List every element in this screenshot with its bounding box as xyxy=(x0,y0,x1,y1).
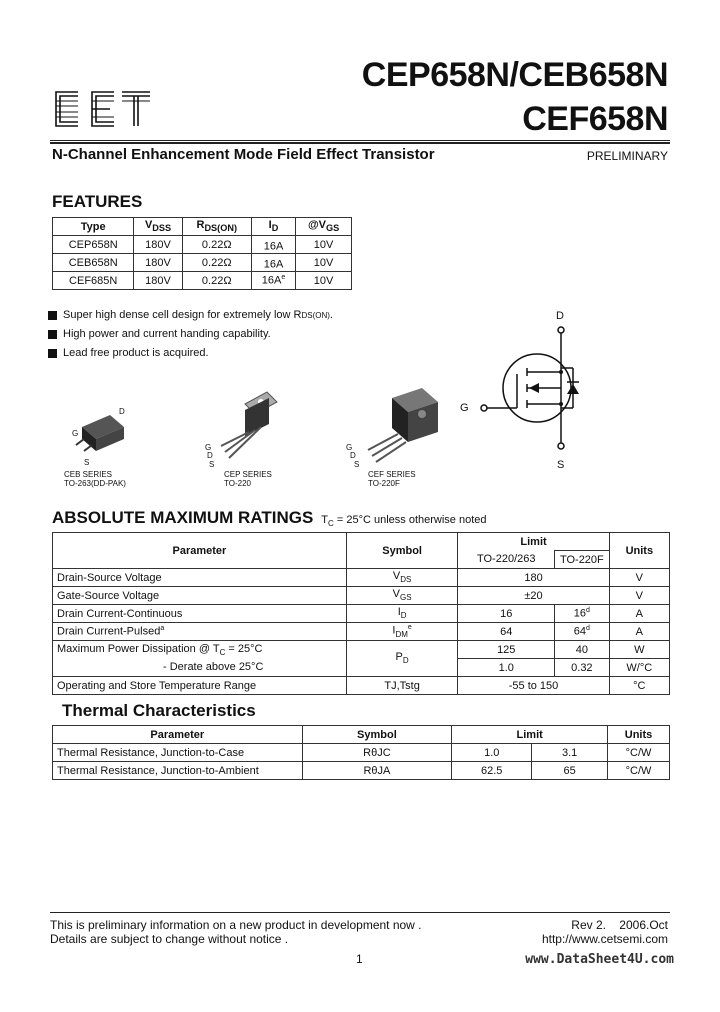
footer-note-2: Details are subject to change without notice . xyxy=(50,932,289,946)
table-header-row: TO-220/263 TO-220F xyxy=(53,551,670,569)
table-row: Thermal Resistance, Junction-to-Ambient RθJA 62.5 65 °C/W xyxy=(53,762,670,780)
page-number: 1 xyxy=(356,952,363,966)
table-row: Drain Current-Continuous $I_D$ 16 16$^d$ A xyxy=(53,605,670,623)
features-table xyxy=(52,217,352,290)
square-bullet-icon xyxy=(48,349,57,358)
pin-label-d: D xyxy=(207,451,213,460)
table-row: Gate-Source Voltage $V_{GS}$ ±20 V xyxy=(53,587,670,605)
pin-label-d: D xyxy=(119,407,125,416)
pin-label-g: G xyxy=(72,429,79,438)
package-name-to220f: TO-220F xyxy=(368,479,400,488)
col-vgs: $@V_{GS}$ xyxy=(296,218,352,236)
col-type: Type xyxy=(53,218,134,236)
revision: Rev 2. 2006.Oct xyxy=(571,918,668,932)
title-line-1: CEP658N/CEB658N xyxy=(361,56,668,94)
thermal-table xyxy=(52,725,670,780)
col-vdss: $V_{DSS}$ xyxy=(134,218,182,236)
col-rdson: $R_{DS(ON)}$ xyxy=(182,218,251,236)
package-name-to263: TO-263(DD-PAK) xyxy=(64,479,126,488)
symbol-gate-label: G xyxy=(460,402,469,414)
package-name-to220: TO-220 xyxy=(224,479,251,488)
package-series-cep: CEP SERIES xyxy=(224,470,272,479)
list-item: High power and current handing capability. xyxy=(48,325,333,344)
pin-label-g: G xyxy=(346,443,353,452)
footer-divider xyxy=(50,912,670,913)
package-series-ceb: CEB SERIES xyxy=(64,470,113,479)
to220f-package-icon xyxy=(348,388,448,470)
table-row: CEF685N 180V 0.22Ω $16A^e$ 10V xyxy=(53,272,352,290)
feature-bullets xyxy=(48,306,333,363)
table-header-row: Parameter Symbol Limit Units xyxy=(53,533,670,551)
preliminary-label: PRELIMINARY xyxy=(586,149,668,163)
features-heading: FEATURES xyxy=(52,192,143,211)
symbol-drain-label: D xyxy=(556,310,564,322)
table-header-row: Parameter Symbol Limit Units xyxy=(53,726,670,744)
square-bullet-icon xyxy=(48,330,57,339)
table-row: Drain Current-Pulsed$^a$ $I_{DM}^e$ 64 64$^d$ A xyxy=(53,623,670,641)
watermark: www.DataSheet4U.com xyxy=(525,952,674,967)
website-link[interactable]: http://www.cetsemi.com xyxy=(541,932,668,946)
nmos-symbol-icon xyxy=(475,322,595,450)
col-id: $I_D$ xyxy=(251,218,295,236)
to220-package-icon xyxy=(205,390,295,470)
table-row: Thermal Resistance, Junction-to-Case RθJC 1.0 3.1 °C/W xyxy=(53,744,670,762)
amr-condition: $T_C = 25^\circ C$ unless otherwise noted xyxy=(321,514,487,529)
symbol-source-label: S xyxy=(557,459,565,471)
list-item: Super high dense cell design for extremely low R DS(ON) . xyxy=(48,306,333,325)
table-row: - Derate above 25°C 1.0 0.32 W/°C xyxy=(53,659,670,677)
thermal-heading: Thermal Characteristics xyxy=(62,701,256,720)
table-row: CEP658N 180V 0.22Ω 16A 10V xyxy=(53,236,352,254)
table-row: Drain-Source Voltage $V_{DS}$ 180 V xyxy=(53,569,670,587)
footer-note-1: This is preliminary information on a new product in development now . xyxy=(50,918,422,932)
subtitle: N-Channel Enhancement Mode Field Effect Transistor xyxy=(52,146,435,163)
cet-logo xyxy=(52,88,152,130)
table-header-row xyxy=(53,218,352,236)
square-bullet-icon xyxy=(48,311,57,320)
header-divider xyxy=(50,140,670,144)
pin-label-s: S xyxy=(84,458,90,467)
package-series-cef: CEF SERIES xyxy=(368,470,416,479)
table-row: Operating and Store Temperature Range TJ,Tstg -55 to 150 °C xyxy=(53,677,670,695)
amr-table xyxy=(52,532,670,695)
pin-label-g: G xyxy=(205,443,212,452)
pin-label-s: S xyxy=(209,460,215,469)
amr-heading: ABSOLUTE MAXIMUM RATINGS $T_C = 25^\circ C$ unless otherwise noted xyxy=(52,508,487,529)
pin-label-s: S xyxy=(354,460,360,469)
pin-label-d: D xyxy=(350,451,356,460)
table-row: CEB658N 180V 0.22Ω 16A 10V xyxy=(53,254,352,272)
list-item: Lead free product is acquired. xyxy=(48,344,333,363)
title-line-2: CEF658N xyxy=(522,100,668,138)
table-row: Maximum Power Dissipation @ $T_C = 25^\circ C$ $P_D$ 125 40 W xyxy=(53,641,670,659)
